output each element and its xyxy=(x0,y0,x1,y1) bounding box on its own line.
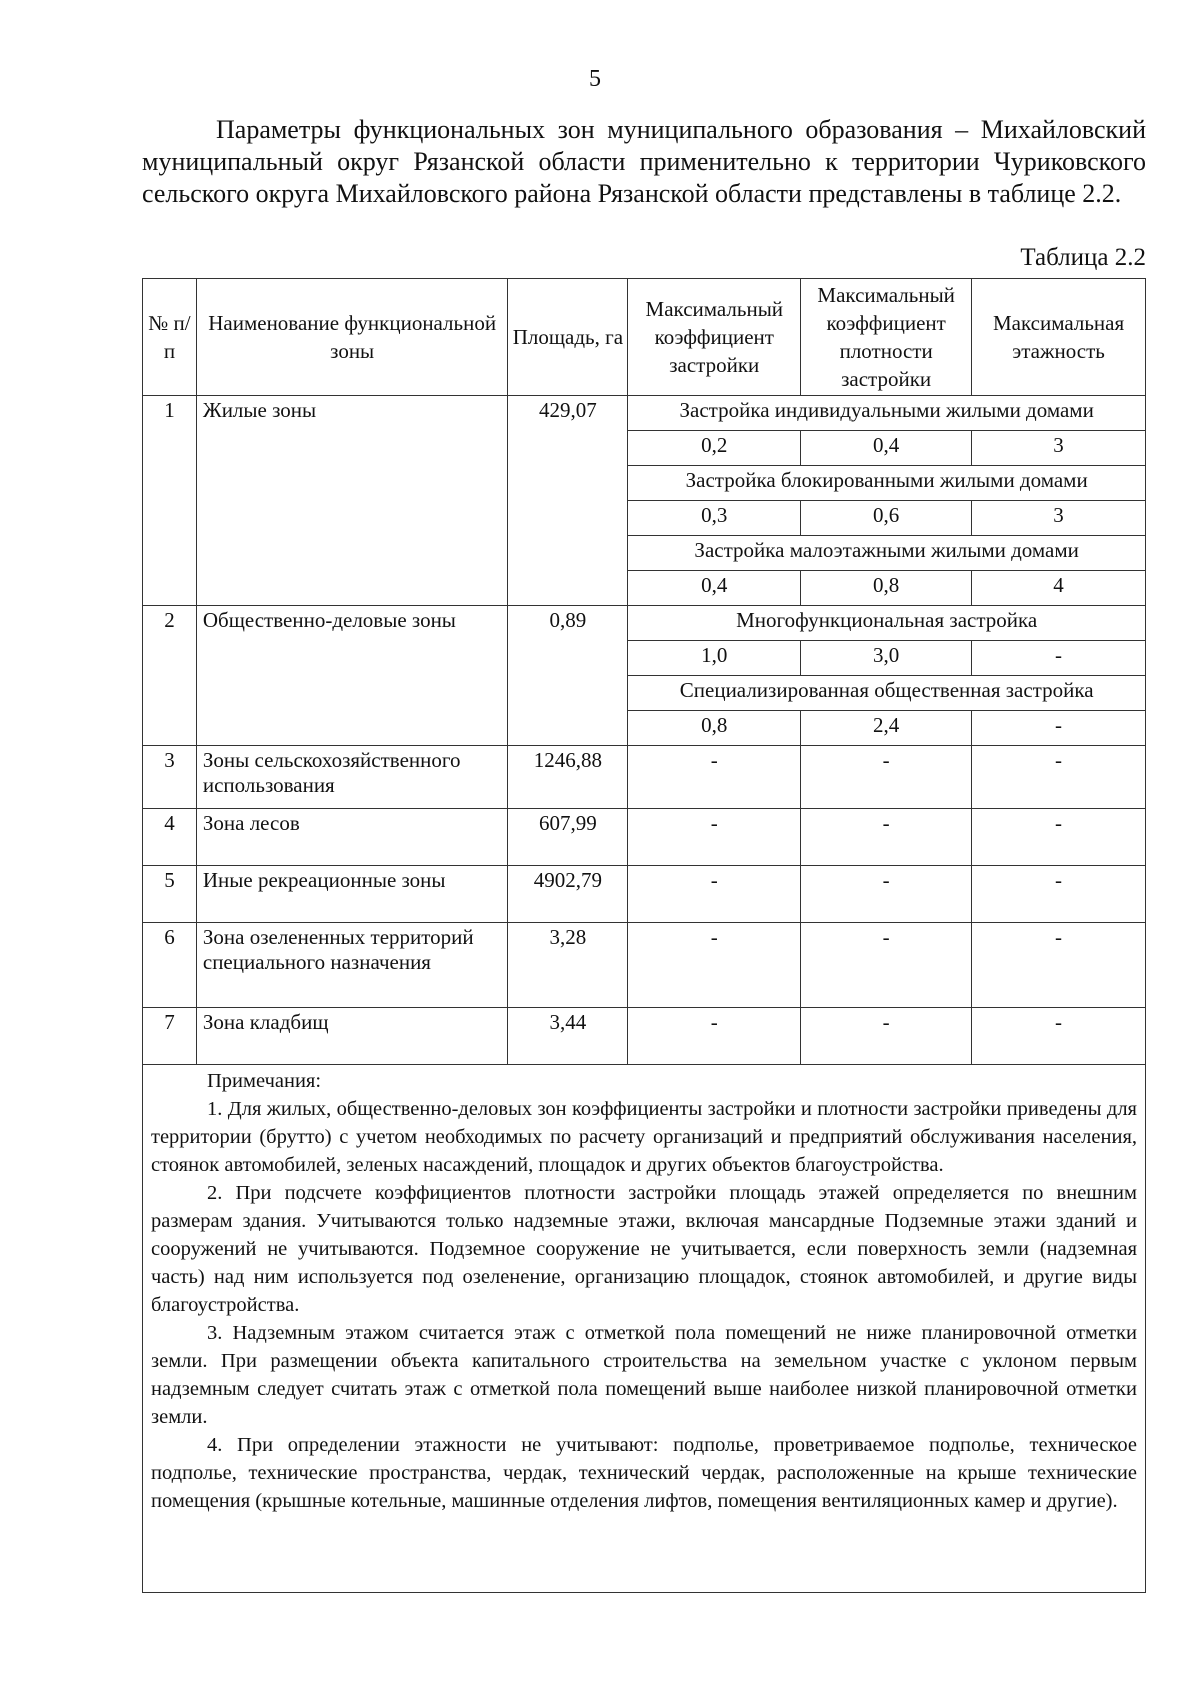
cell-density: - xyxy=(801,866,972,923)
cell-floors: 3 xyxy=(972,501,1146,536)
row-area: 3,28 xyxy=(508,923,628,1008)
row-zone-name: Зона озелененных территорий специального назначения xyxy=(196,923,508,1008)
cell-floors: - xyxy=(972,866,1146,923)
row-num: 6 xyxy=(143,923,197,1008)
cell-density: - xyxy=(801,809,972,866)
cell-coef: 0,2 xyxy=(628,431,801,466)
table-row xyxy=(143,809,1146,866)
cell-coef: - xyxy=(628,809,801,866)
subtype-label: Многофункциональная застройка xyxy=(628,606,1146,641)
cell-floors: - xyxy=(972,923,1146,1008)
note-item: 4. При определении этажности не учитывают: подполье, проветриваемое подполье, техническое подполье, технические пространства, чердак, технический чердак, расположенные на крыше технические помещения (крышные котельные, машинные отделения лифтов, помещения вентиляционных камер и другие). xyxy=(151,1434,1137,1512)
header-num: № п/п xyxy=(143,279,197,396)
intro-paragraph: Параметры функциональных зон муниципального образования – Михайловский муниципальный округ Рязанской области применительно к территории Чуриковского сельского округа Михайловского района Рязанской области представлены в таблице 2.2. xyxy=(142,115,1146,208)
note-item: 3. Надземным этажом считается этаж с отметкой пола помещений не ниже планировочной отметки земли. При размещении объекта капитального строительства на земельном участке с уклоном первым надземным следует считать этаж с отметкой пола помещений выше наиболее низкой планировочной отметки земли. xyxy=(151,1322,1137,1428)
cell-density: - xyxy=(801,746,972,809)
table-header-row xyxy=(143,279,1146,396)
cell-coef: - xyxy=(628,746,801,809)
header-area: Площадь, га xyxy=(508,279,628,396)
header-max-coef: Максимальный коэффициент застройки xyxy=(628,279,801,396)
cell-density: 3,0 xyxy=(801,641,972,676)
row-area: 0,89 xyxy=(508,606,628,746)
cell-floors: - xyxy=(972,746,1146,809)
subtype-label: Застройка блокированными жилыми домами xyxy=(628,466,1146,501)
cell-coef: 0,3 xyxy=(628,501,801,536)
row-zone-name: Иные рекреационные зоны xyxy=(196,866,508,923)
row-num: 2 xyxy=(143,606,197,746)
subtype-label: Застройка малоэтажными жилыми домами xyxy=(628,536,1146,571)
cell-floors: - xyxy=(972,809,1146,866)
row-area: 1246,88 xyxy=(508,746,628,809)
table-row xyxy=(143,746,1146,809)
row-area: 607,99 xyxy=(508,809,628,866)
table-row xyxy=(143,866,1146,923)
row-num: 3 xyxy=(143,746,197,809)
zone-parameters-table xyxy=(142,278,1146,1065)
cell-density: - xyxy=(801,1008,972,1065)
cell-floors: - xyxy=(972,1008,1146,1065)
cell-coef: 1,0 xyxy=(628,641,801,676)
table-row xyxy=(143,396,1146,431)
table-row xyxy=(143,923,1146,1008)
row-zone-name: Зона лесов xyxy=(196,809,508,866)
table-row xyxy=(143,606,1146,641)
notes-block xyxy=(142,1063,1146,1593)
row-zone-name: Жилые зоны xyxy=(196,396,508,606)
page-number: 5 xyxy=(589,66,601,92)
row-zone-name: Общественно-деловые зоны xyxy=(196,606,508,746)
cell-density: 0,6 xyxy=(801,501,972,536)
cell-density: - xyxy=(801,923,972,1008)
row-zone-name: Зоны сельскохозяйственного использования xyxy=(196,746,508,809)
row-zone-name: Зона кладбищ xyxy=(196,1008,508,1065)
cell-density: 0,8 xyxy=(801,571,972,606)
cell-coef: - xyxy=(628,923,801,1008)
cell-floors: - xyxy=(972,711,1146,746)
cell-coef: - xyxy=(628,866,801,923)
cell-floors: 4 xyxy=(972,571,1146,606)
note-item: 2. При подсчете коэффициентов плотности застройки площадь этажей определяется по внешним размерам здания. Учитываются только надземные этажи, включая мансардные Подземные этажи зданий и сооружений не учитываются. Подземное сооружение не учитывается, если поверхность земли (надземная часть) над ним используется под озеленение, организацию площадок, стоянок автомобилей, и другие виды благоустройства. xyxy=(151,1182,1137,1316)
row-num: 1 xyxy=(143,396,197,606)
subtype-label: Застройка индивидуальными жилыми домами xyxy=(628,396,1146,431)
row-area: 429,07 xyxy=(508,396,628,606)
cell-density: 2,4 xyxy=(801,711,972,746)
cell-floors: 3 xyxy=(972,431,1146,466)
cell-coef: 0,4 xyxy=(628,571,801,606)
header-max-density: Максимальный коэффициент плотности застройки xyxy=(801,279,972,396)
row-area: 4902,79 xyxy=(508,866,628,923)
table-caption: Таблица 2.2 xyxy=(1020,244,1146,271)
cell-coef: 0,8 xyxy=(628,711,801,746)
notes-title: Примечания: xyxy=(207,1070,322,1092)
note-item: 1. Для жилых, общественно-деловых зон коэффициенты застройки и плотности застройки приведены для территории (брутто) с учетом необходимых по расчету организаций и предприятий обслуживания населения, стоянок автомобилей, зеленых насаждений, площадок и других объектов благоустройства. xyxy=(151,1098,1137,1176)
cell-floors: - xyxy=(972,641,1146,676)
row-num: 5 xyxy=(143,866,197,923)
cell-coef: - xyxy=(628,1008,801,1065)
row-num: 4 xyxy=(143,809,197,866)
header-name: Наименование функциональной зоны xyxy=(196,279,508,396)
row-num: 7 xyxy=(143,1008,197,1065)
row-area: 3,44 xyxy=(508,1008,628,1065)
table-row xyxy=(143,1008,1146,1065)
cell-density: 0,4 xyxy=(801,431,972,466)
subtype-label: Специализированная общественная застройка xyxy=(628,676,1146,711)
header-max-floors: Максимальная этажность xyxy=(972,279,1146,396)
